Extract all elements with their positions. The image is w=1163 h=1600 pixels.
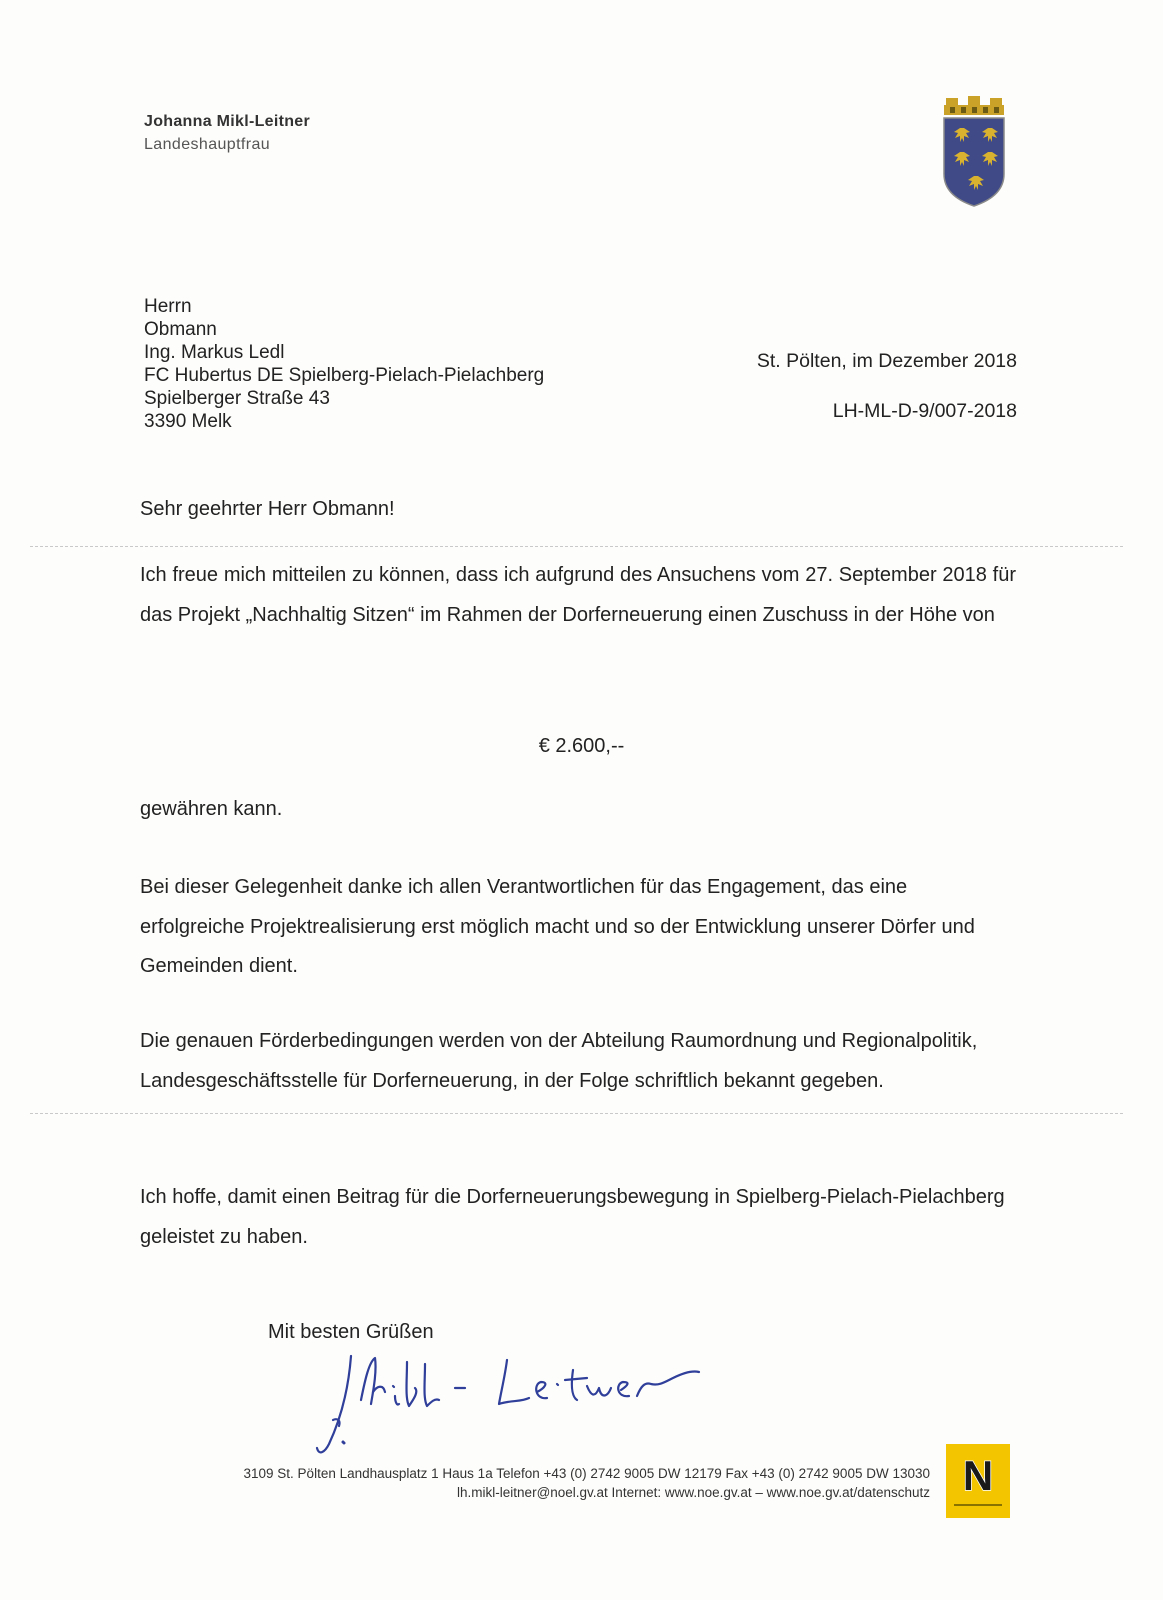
recipient-line: FC Hubertus DE Spielberg-Pielach-Pielachberg — [144, 365, 545, 386]
recipient-line: Obmann — [144, 319, 217, 340]
lower-austria-coat-of-arms-icon — [940, 96, 1008, 208]
place-date: St. Pölten, im Dezember 2018 — [756, 350, 1017, 372]
recipient-line: Spielberger Straße 43 — [144, 388, 330, 409]
reference-number: LH-ML-D-9/007-2018 — [832, 400, 1017, 422]
paragraph-grant: Ich freue mich mitteilen zu können, dass ich aufgrund des Ansuchens vom 27. September 2018 für das Projekt „Nachhaltig Sitzen“ im Rahmen der Dorferneuerung einen Zuschuss in der Höhe von — [140, 564, 1016, 626]
niederoesterreich-logo-icon — [946, 1444, 1010, 1518]
footer-contact: lh.mikl-leitner@noel.gv.at Internet: www.noe.gv.at – www.noe.gv.at/datenschutz — [457, 1485, 930, 1500]
sender-name: Johanna Mikl-Leitner — [144, 113, 311, 130]
paragraph-grant-end: gewähren kann. — [140, 798, 283, 820]
closing-greeting: Mit besten Grüßen — [268, 1321, 434, 1343]
recipient-address — [144, 295, 544, 433]
paragraph-conditions: Die genauen Förderbedingungen werden von der Abteilung Raumordnung und Regionalpolitik, Landesgeschäftsstelle für Dorferneuerung, in der Folge schriftlich bekannt gegeben. — [140, 1030, 978, 1092]
recipient-line: Herrn — [144, 296, 192, 317]
recipient-line: 3390 Melk — [144, 411, 232, 432]
footer-address: 3109 St. Pölten Landhausplatz 1 Haus 1a Telefon +43 (0) 2742 9005 DW 12179 Fax +43 (0) 2742 9005 DW 13030 — [243, 1466, 930, 1481]
logo-letter: N — [962, 1452, 994, 1499]
sender-title: Landeshauptfrau — [144, 136, 271, 153]
grant-amount: € 2.600,-- — [538, 735, 625, 757]
salutation: Sehr geehrter Herr Obmann! — [140, 498, 395, 520]
fold-line — [30, 546, 1123, 548]
handwritten-signature — [315, 1352, 735, 1462]
fold-line — [30, 1113, 1123, 1115]
paragraph-closing-wish: Ich hoffe, damit einen Beitrag für die Dorferneuerungsbewegung in Spielberg-Pielach-Pielachberg geleistet zu haben. — [140, 1186, 1005, 1248]
recipient-line: Ing. Markus Ledl — [144, 342, 285, 363]
paragraph-thanks: Bei dieser Gelegenheit danke ich allen Verantwortlichen für das Engagement, das eine erfolgreiche Projektrealisierung erst möglich macht und so der Entwicklung unserer Dörfer und Gemeinden dient. — [140, 876, 975, 977]
